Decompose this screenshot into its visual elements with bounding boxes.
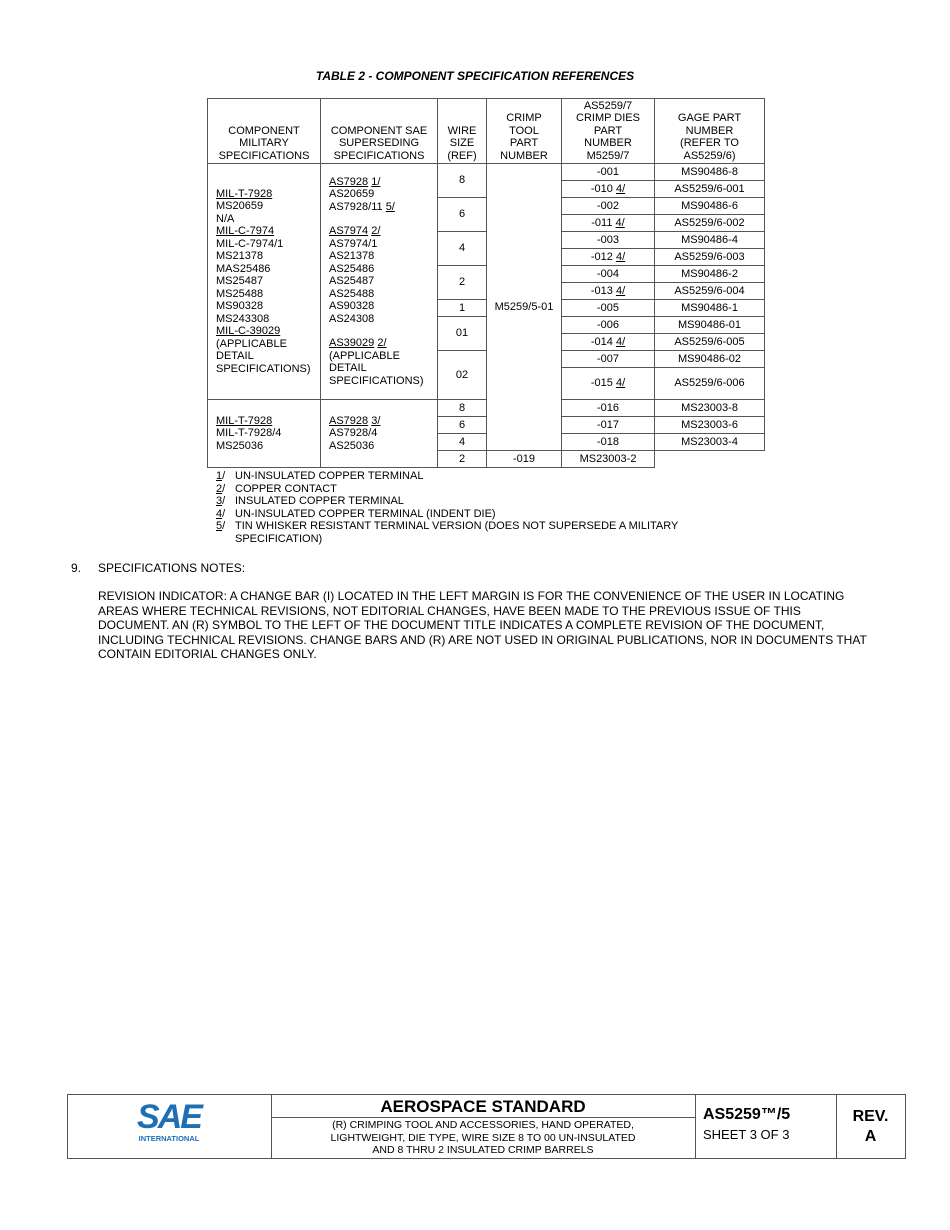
- sae-spec-number: AS7928/4: [329, 427, 378, 440]
- section-number: 9.: [71, 561, 82, 575]
- sae-spec: [329, 238, 437, 251]
- text-line: GAGE PART: [677, 112, 742, 124]
- sae-spec-number: AS7974: [329, 225, 369, 238]
- sae-spec: [329, 427, 437, 440]
- sae-spec-number: AS25486: [329, 262, 375, 275]
- die-part-cell: [562, 181, 655, 198]
- section-heading: SPECIFICATIONS NOTES:: [98, 561, 246, 575]
- footnote-number: [216, 495, 235, 508]
- gage-part-cell: MS23003-2: [562, 451, 655, 468]
- die-part-cell: [562, 417, 655, 434]
- table-title: TABLE 2 - COMPONENT SPECIFICATION REFERENCES: [315, 69, 635, 83]
- footnote: [216, 520, 776, 545]
- wire-size-cell: 4: [438, 232, 487, 266]
- die-part-number: -013: [590, 284, 613, 297]
- standard-type: AEROSPACE STANDARD: [271, 1095, 695, 1118]
- die-part-number: -001: [596, 165, 620, 178]
- sae-spec: [329, 337, 437, 350]
- text-line: (REFER TO: [680, 137, 739, 149]
- die-part-cell: [562, 300, 655, 317]
- die-part-cell: [562, 283, 655, 300]
- die-part-cell: [562, 164, 655, 181]
- gage-part-cell: MS90486-01: [655, 317, 765, 334]
- table-footnotes: [216, 470, 776, 545]
- military-spec: MIL-C-7974/1: [216, 237, 284, 250]
- sae-spec: [329, 225, 437, 238]
- sae-spec: [329, 288, 437, 301]
- sae-spec: [329, 176, 437, 189]
- sae-logo-cell: [68, 1095, 272, 1158]
- gage-part-cell: AS5259/6-006: [655, 368, 765, 400]
- sae-spec-number: DETAIL: [329, 362, 367, 375]
- gage-part-cell: AS5259/6-001: [655, 181, 765, 198]
- title-block: [67, 1094, 906, 1159]
- wire-size-cell: 1: [438, 300, 487, 317]
- footnote-number-text: 2/: [216, 482, 226, 495]
- military-spec: MAS25486: [216, 262, 271, 275]
- wire-size-cell: 2: [438, 266, 487, 300]
- military-spec: MS20659: [216, 200, 264, 213]
- sae-spec: [329, 263, 437, 276]
- wire-size-cell: 2: [438, 451, 487, 468]
- die-part-number: -016: [596, 401, 620, 414]
- sheet-number: SHEET 3 OF 3: [703, 1127, 790, 1142]
- sae-spec: [329, 415, 437, 428]
- sae-spec-number: AS24308: [329, 312, 375, 325]
- document-number-cell: [695, 1095, 837, 1158]
- standard-title-cell: [271, 1095, 696, 1158]
- table-row: [208, 164, 765, 181]
- die-part-number: -005: [596, 301, 620, 314]
- sae-spec-number: AS7928: [329, 175, 369, 188]
- military-spec: MS25488: [216, 287, 264, 300]
- footnote-number: [216, 520, 235, 545]
- gage-part-cell: MS90486-6: [655, 198, 765, 215]
- footnote-number: [216, 470, 235, 483]
- footnote: [216, 483, 776, 496]
- table-header-row: [208, 99, 765, 164]
- sae-spec: [329, 250, 437, 263]
- footnote-number-text: 1/: [216, 470, 226, 482]
- text-line: SPECIFICATIONS: [218, 149, 310, 162]
- text-line: WIRE: [447, 124, 477, 137]
- text-line: SPECIFICATIONS: [333, 149, 425, 162]
- sae-spec-number: (APPLICABLE: [329, 349, 400, 362]
- wire-size-cell: 4: [438, 434, 487, 451]
- text-line: SUPERSEDING: [338, 137, 420, 149]
- text-line: TOOL: [509, 124, 539, 137]
- table-row: [208, 400, 765, 417]
- military-spec: MIL-C-7974: [216, 225, 275, 238]
- text-line: COMPONENT SAE: [330, 124, 428, 137]
- text-line: CRIMP DIES: [576, 112, 640, 124]
- sae-logo-text: SAE: [137, 1098, 201, 1136]
- group2-sae-specs: [321, 400, 438, 468]
- sae-spec-number: AS7928: [329, 414, 369, 427]
- header-crimp-dies: [562, 99, 655, 164]
- wire-size-cell: 8: [438, 400, 487, 417]
- die-part-number: -018: [596, 435, 620, 448]
- die-part-number: -002: [596, 199, 620, 212]
- die-part-cell: [562, 266, 655, 283]
- military-spec: SPECIFICATIONS): [216, 362, 311, 375]
- text-line: AS5259/6): [683, 149, 736, 162]
- text-line: (R) CRIMPING TOOL AND ACCESSORIES, HAND OPERATED,: [332, 1119, 634, 1131]
- gage-part-cell: MS90486-8: [655, 164, 765, 181]
- sae-spec-number: SPECIFICATIONS): [329, 374, 424, 387]
- revision-label: REV.: [852, 1108, 889, 1125]
- group1-sae-specs: [321, 164, 438, 400]
- gage-part-cell: MS90486-4: [655, 232, 765, 249]
- military-spec: MS25487: [216, 275, 264, 288]
- die-part-number: -007: [596, 352, 620, 365]
- group-gap: [329, 213, 437, 225]
- footnote-ref: 2/: [377, 337, 387, 350]
- text-line: M5259/7: [586, 149, 630, 162]
- sae-spec-number: AS39029: [329, 337, 375, 350]
- footnote-number-text: 5/: [216, 520, 226, 532]
- sae-spec-number: AS25488: [329, 287, 375, 300]
- text-line: LIGHTWEIGHT, DIE TYPE, WIRE SIZE 8 TO 00 UN-INSULATED: [330, 1131, 636, 1144]
- die-part-cell: [562, 249, 655, 266]
- footnote-number-text: 4/: [216, 507, 226, 520]
- footnote: [216, 495, 776, 508]
- die-part-number: -011: [591, 216, 613, 229]
- text-line: MILITARY: [239, 137, 289, 149]
- sae-logo-icon: [68, 1095, 271, 1158]
- text-line: NUMBER: [584, 137, 632, 149]
- footnote-ref: 3/: [371, 414, 381, 427]
- gage-part-cell: MS23003-6: [655, 417, 765, 434]
- sae-spec: [329, 375, 437, 388]
- sae-spec-number: AS25036: [329, 439, 375, 452]
- sae-spec: [329, 440, 437, 453]
- military-spec: MIL-T-7928/4: [216, 427, 282, 440]
- military-spec: MS243308: [216, 312, 270, 325]
- footnote-ref: 4/: [615, 284, 626, 297]
- die-part-number: -017: [596, 418, 620, 431]
- document-number: AS5259™/5: [703, 1106, 791, 1123]
- header-crimp-tool: [487, 99, 562, 164]
- gage-part-cell: MS23003-8: [655, 400, 765, 417]
- footnote-ref: 2/: [371, 225, 381, 238]
- military-spec: MS21378: [216, 250, 264, 263]
- text-line: NUMBER: [500, 149, 548, 162]
- die-part-number: -012: [590, 250, 613, 263]
- revision-cell: [836, 1095, 905, 1158]
- group1-military-specs: [208, 164, 321, 400]
- footnote-ref: 5/: [385, 200, 395, 213]
- wire-size-cell: 6: [438, 417, 487, 434]
- die-part-cell: [562, 198, 655, 215]
- revision-indicator-paragraph: REVISION INDICATOR: A CHANGE BAR (I) LOCATED IN THE LEFT MARGIN IS FOR THE CONVENIENCE OF THE USER IN LOCATING AREAS WHERE TECHNICAL REVISIONS, NOT EDITORIAL CHANGES, HAVE BEEN MADE TO THE PREVIOUS ISSUE OF THIS DOCUMENT. AN (R) SYMBOL TO THE LEFT OF THE DOCUMENT TITLE INDICATES A COMPLETE REVISION OF THE DOCUMENT, INCLUDING TECHNICAL REVISIONS. CHANGE BARS AND (R) ARE NOT USED IN ORIGINAL PUBLICATIONS, NOR IN DOCUMENTS THAT CONTAIN EDITORIAL CHANGES ONLY.: [98, 589, 867, 661]
- wire-size-cell: 6: [438, 198, 487, 232]
- gage-part-cell: MS90486-02: [655, 351, 765, 368]
- group-gap: [329, 325, 437, 337]
- footnote-ref: 4/: [615, 335, 626, 348]
- footnote: [216, 508, 776, 521]
- die-part-number: -010: [590, 182, 613, 195]
- die-part-cell: [562, 317, 655, 334]
- component-spec-table: [207, 98, 765, 468]
- gage-part-cell: AS5259/6-003: [655, 249, 765, 266]
- military-spec: MS25036: [216, 439, 264, 452]
- sae-spec-number: AS21378: [329, 250, 375, 263]
- sae-spec: [329, 313, 437, 326]
- footnote-text: INSULATED COPPER TERMINAL: [235, 495, 404, 507]
- die-part-number: -019: [512, 452, 536, 465]
- wire-size-cell: 02: [438, 351, 487, 400]
- military-spec: N/A: [216, 212, 235, 225]
- die-part-cell: [562, 334, 655, 351]
- gage-part-cell: MS90486-2: [655, 266, 765, 283]
- footnote-number: [216, 508, 235, 521]
- military-spec: MS90328: [216, 300, 264, 313]
- sae-spec: [329, 300, 437, 313]
- die-part-number: -015: [590, 377, 613, 390]
- wire-size-cell: 01: [438, 317, 487, 351]
- sae-spec-number: AS20659: [329, 188, 375, 201]
- wire-size-cell: 8: [438, 164, 487, 198]
- footnote-ref: 4/: [615, 250, 626, 263]
- footnote-text: UN-INSULATED COPPER TERMINAL: [235, 470, 424, 482]
- document-title: [271, 1119, 695, 1157]
- military-spec: MIL-C-39029: [216, 325, 281, 338]
- sae-spec: [329, 275, 437, 288]
- crimp-tool-cell: M5259/5-01: [487, 164, 562, 451]
- header-gage-part: [655, 99, 765, 164]
- text-line: SIZE: [449, 137, 475, 149]
- sae-spec: [329, 201, 437, 214]
- gage-part-cell: AS5259/6-002: [655, 215, 765, 232]
- die-part-number: -003: [596, 233, 620, 246]
- text-line: NUMBER: [685, 124, 734, 137]
- military-spec: MIL-T-7928: [216, 187, 273, 200]
- text-line: PART: [593, 124, 623, 137]
- die-part-cell: [562, 232, 655, 249]
- header-sae: [321, 99, 438, 164]
- die-part-cell: [562, 351, 655, 368]
- text-line: PART: [509, 137, 539, 149]
- footnote-ref: 4/: [615, 377, 626, 390]
- footnote-ref: 1/: [371, 175, 381, 188]
- die-part-number: -014: [590, 335, 613, 348]
- die-part-cell: [562, 215, 655, 232]
- sae-spec-number: AS90328: [329, 300, 375, 313]
- die-part-number: -006: [596, 318, 620, 331]
- header-wire-size: [438, 99, 487, 164]
- footnote-ref: 4/: [615, 182, 626, 195]
- gage-part-cell: MS90486-1: [655, 300, 765, 317]
- text-line: AS5259/7: [583, 99, 633, 112]
- sae-spec: [329, 188, 437, 201]
- die-part-cell: [562, 434, 655, 451]
- gage-part-cell: MS23003-4: [655, 434, 765, 451]
- sae-spec: [329, 350, 437, 363]
- text-line: AND 8 THRU 2 INSULATED CRIMP BARRELS: [372, 1144, 594, 1156]
- sae-spec-number: AS7974/1: [329, 237, 378, 250]
- footnote-text: COPPER CONTACT: [235, 482, 337, 495]
- text-line: COMPONENT: [228, 124, 300, 137]
- footnote-text: TIN WHISKER RESISTANT TERMINAL VERSION (DOES NOT SUPERSEDE A MILITARY SPECIFICATION): [235, 520, 679, 545]
- footnote-number: [216, 483, 235, 496]
- die-part-cell: [562, 368, 655, 400]
- group2-military-specs: [208, 400, 321, 468]
- sae-spec: [329, 362, 437, 375]
- gage-part-cell: AS5259/6-004: [655, 283, 765, 300]
- die-part-cell: [487, 451, 562, 468]
- die-part-cell: [562, 400, 655, 417]
- footnote-text: UN-INSULATED COPPER TERMINAL (INDENT DIE): [235, 507, 496, 520]
- sae-spec-number: AS25487: [329, 275, 375, 288]
- sae-logo-subtext: INTERNATIONAL: [138, 1134, 200, 1143]
- footnote: [216, 470, 776, 483]
- text-line: (REF): [447, 149, 477, 162]
- gage-part-cell: AS5259/6-005: [655, 334, 765, 351]
- military-spec: (APPLICABLE: [216, 337, 287, 350]
- header-military: [208, 99, 321, 164]
- footnote-number-text: 3/: [216, 495, 226, 507]
- footnote-ref: 4/: [615, 216, 625, 229]
- military-spec: DETAIL: [216, 350, 254, 363]
- text-line: CRIMP: [506, 112, 542, 124]
- military-spec: MIL-T-7928: [216, 414, 273, 427]
- revision-value: A: [864, 1128, 877, 1145]
- die-part-number: -004: [596, 267, 620, 280]
- sae-spec-number: AS7928/11: [329, 200, 383, 213]
